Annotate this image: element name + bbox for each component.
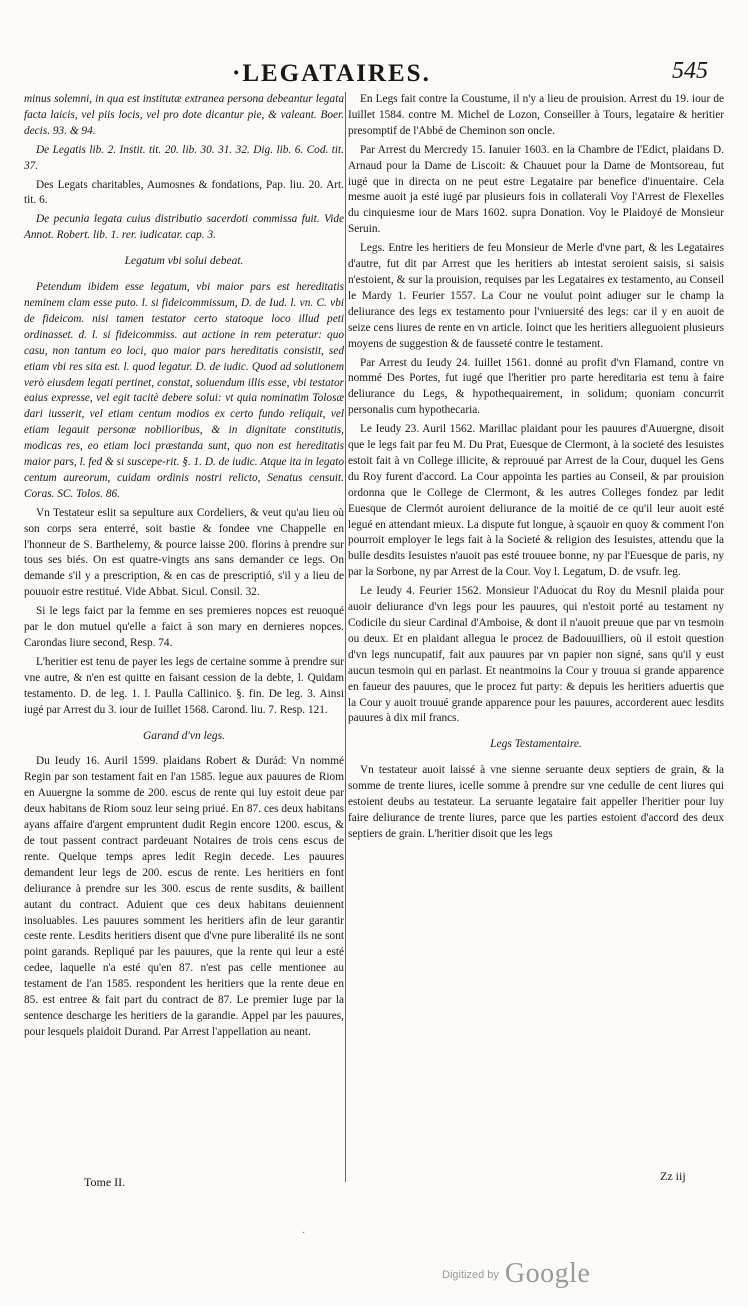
digitization-watermark	[442, 1258, 590, 1290]
paragraph: Le Ieudy 23. Auril 1562. Marillac plaidant pour les pauures d'Auuergne, disoit que le legs fait par feu M. Du Prat, Euesque de Clermont, à la societé des Iesuistes estoit fait à vn College illicite, & reprouué par Arrest de la Cour, duquel les Gens du Roy furent d'accord. La Cour appointa les parties au Conseil, & par prouision ordonna que le College de Clermont, & les autres Colleges fondez par ledit Euesque de Clermót auroient deliurance de la moitié de ce qu'il leur auoit esté legué en attendant mieux. La dispute fut longue, à sçauoir en quoy & comment l'on pourroit employer le legs fait à la Societé & religion des Iesuistes, attendu que la bulle desdits Iesuistes n'auoit pas esté trouuee bonne, ny par l'Euesque de paris, ny par la Sorbone, ny par Arrest de la Cour. Voy l. Legatum, D. de vsufr. leg.	[348, 423, 724, 579]
paragraph: Par Arrest du Ieudy 24. Iuillet 1561. donné au profit d'vn Flamand, contre vn nommé Des Portes, fut iugé que l'heritier pro parte hereditaria est tenu à faire deliurance du Legs, & hypothequairement, in solidum; quoniam concurrit personalis cum hypothecaria.	[348, 356, 724, 417]
page-number: 545	[672, 58, 708, 84]
google-logo: Google	[504, 1258, 591, 1289]
running-title: ·LEGATAIRES.	[232, 60, 431, 87]
right-column	[348, 92, 724, 846]
paragraph: Par Arrest du Mercredy 15. Ianuier 1603. en la Chambre de l'Edict, plaidans D. Arnaud pour la Dame de Liscoit: & Chauuet pour la Dame de Montsoreau, fut iugé que in directa on ne peut estre Legataire par benefice d'inuentaire. Cela mesme auoit ja esté iugé par plusieurs fois in collaterali Voy l'Arrest de Flexelles du cinquiesme iour de Mars 1602. supra Donation. Voy le Plaidoyé de Monsieur Seruin.	[348, 143, 724, 236]
paragraph: En Legs fait contre la Coustume, il n'y a lieu de prouision. Arrest du 19. iour de Iuillet 1584. contre M. Michel de Lozon, Conseiller à Tours, legataire & heritier presomptif de l'Abbé de Cheminon son oncle.	[348, 93, 724, 137]
paragraph: Petendum ibidem esse legatum, vbi maior pars est hereditatis neminem clam esse puto. l. si fideicommissum, D. de Iud. l. vn. C. vbi de fideicom. nisi tamen testator certo statoque loco illud peti ordinasset. d. l. si fideicommiss. aut actione in rem peteratur: quo casu, non tantum eo loci, quo maior pars hereditatis consistit, sed etiam vbi res sita est. l. quod legatur. D. de iudic. Quod ad solutionem verò eiusdem legati pertinet, constat, soluendum illis esse, vbi testator eaius expresse, vel egit tacitè debere solui: vt quia nominatim Tolosæ dari iusserit, vel etiam centum modios ex certo fundo reliquit, vel etiam legauit personæ nobilioribus, & in dignitate constitutis, modicas res, eo etiam loci præstanda sunt, quo non est hereditatis maior pars, l. fed & si suscepe-rit. §. 1. D. de iudic. Atque ita in legato centum aureorum, cuidam ordinis nostri relicto, Senatus censuit. Coras. SC. Tolos. 86.	[24, 281, 344, 500]
paragraph: Du Ieudy 16. Auril 1599. plaidans Robert & Durád: Vn nommé Regin par son testament fait en l'an 1585. legue aux pauures de Riom en Auuergne la somme de 200. escus de rente qui luy estoit deue par deux habitans de Riom souz leur seing priué. En 87. ces deux habitans ayans affaire d'argent empruntent dudit Regin encore 1200. escus, & de tout passent contract pardeuant Notaires de trois cens escus de rente. Quelque temps apres ledit Regin decede. Les pauures demandent leur legs de 200. escus de rente. Les heritiers en font deliurance à prendre sur les 300. escus de rente susdits, & baillent autant du contract. Aduient que ces deux habitans deuiennent insoluables. Les pauures somment les heritiers afin de leur garantir ceste rente. Lesdits heritiers disent que d'vne pure liberalité ils ne sont point garands. Repliqué par les pauures, que la rente qui leur a esté cedee, laquelle n'a esté qu'en 87. n'est pas celle mentionee au testament de l'an 1585. respondent les heritiers que la rente deue en 85. est entree & fait part du contract de 87. Le premier Iuge par la sentence descharge les heritiers de la garandie. Appel par les pauures, pour lesquels plaidoit Durand. Par Arrest l'appellation au neant.	[24, 755, 344, 1038]
column-divider	[345, 92, 346, 1182]
volume-label: Tome II.	[84, 1175, 126, 1189]
section-heading: Garand d'vn legs.	[143, 729, 225, 742]
section-heading: Legatum vbi solui debeat.	[124, 255, 244, 268]
paragraph: minus solemni, in qua est institutæ extranea persona debeantur legata facta laicis, vel piis locis, vel pro dote dicantur pie, & valeant. Boer. decis. 93. & 94.	[24, 93, 344, 137]
paragraph: L'heritier est tenu de payer les legs de certaine somme à prendre sur vne autre, & n'en est quitte en faisant cession de la debte, l. Quidam testamento. D. de leg. 1. l. Paulla Callinico. §. fin. De leg. 3. Ainsi iugé par Arrest du 3. iour de Iuillet 1568. Carond. liu. 7. Resp. 121.	[24, 655, 344, 716]
paragraph: Des Legats charitables, Aumosnes & fondations, Pap. liu. 20. Art. tit. 6.	[24, 178, 344, 207]
section-heading: Legs Testamentaire.	[490, 738, 582, 751]
paragraph: De pecunia legata cuius distributio sacerdoti commissa fuit. Vide Annot. Robert. lib. 1. rer. iudicatar. cap. 3.	[24, 213, 344, 242]
watermark-caption: Digitized by	[442, 1269, 499, 1281]
paragraph: Vn Testateur eslit sa sepulture aux Cordeliers, & veut qu'au lieu où son corps sera enterré, soit bastie & fondee vne Chappelle en l'honneur de S. Barthelemy, & pource laisse 200. florins à prendre sur tous ses biés. On est quatre-vingts ans sans demander ce legs. On demande s'il y a prescription, & en cas de prescriptió, s'il y a lieu de pouuoir estre restitué. Vide Abbat. Sicul. Consil. 32.	[24, 506, 344, 599]
signature-mark: Zz iij	[660, 1169, 686, 1183]
paragraph: Legs. Entre les heritiers de feu Monsieur de Merle d'vne part, & les Legataires d'autre, fut dit par Arrest que les heritiers ab intestat seroient saisis, si saisis n'estoient, & sur la prouision, requises par les Legataires ex testamento, au Conseil le Mardy 1. Feurier 1557. La Cour ne voulut point adiuger sur le champ la deliurance des legs ex testamento pour l'vniuersité des legs: car il y en auoit de seize cens liures de rente en vn article. Ioinct que les heritiers alleguoient plusieurs moyens de suggestion & de fausseté contre le testament.	[348, 242, 724, 350]
paragraph: Le Ieudy 4. Feurier 1562. Monsieur l'Aduocat du Roy du Mesnil plaida pour auoir deliurance d'vn legs pour les pauures, qui n'estoit porté au testament ny Codicile du sieur Cardinal d'Amboise, & dont il n'auoit preuue que par vn tesmoin ou deux. Et en plaidant allegua le procez de Badouuilliers, où il estoit question d'vn legs nuncupatif, fait aux pauures par vn papier non signé, sans qu'il y eust aucun tesmoin qui en parlast. Et neantmoins la Cour y trouua si grande apparence en faueur des pauures, que le procez fut party: & depuis les heritiers aduertis que la Cour y auoit trouué grande apparence pour les pauures, accorderent auec lesdits pauures à dix mil francs.	[348, 585, 724, 725]
paragraph: De Legatis lib. 2. Instit. tit. 20. lib. 30. 31. 32. Dig. lib. 6. Cod. tit. 37.	[24, 143, 344, 172]
left-column	[24, 92, 344, 1044]
dot-mark: ·	[302, 1228, 306, 1239]
paragraph: Si le legs faict par la femme en ses premieres nopces est reuoqué par le don mutuel qu'elle a faict à son mary en dernieres nopces. Carondas liure second, Resp. 74.	[24, 605, 344, 649]
page-header	[0, 58, 748, 94]
paragraph: Vn testateur auoit laissé à vne sienne seruante deux septiers de grain, & la somme de trente liures, icelle somme à prendre sur vne cedulle de cent liures qui estoient deubs au testateur. La seruante legataire fait appeller l'heritier pour luy faire deliurance de trente liures, parce que les parties estoient d'accord des deux septiers de grain. L'heritier disoit que les legs	[348, 764, 724, 840]
